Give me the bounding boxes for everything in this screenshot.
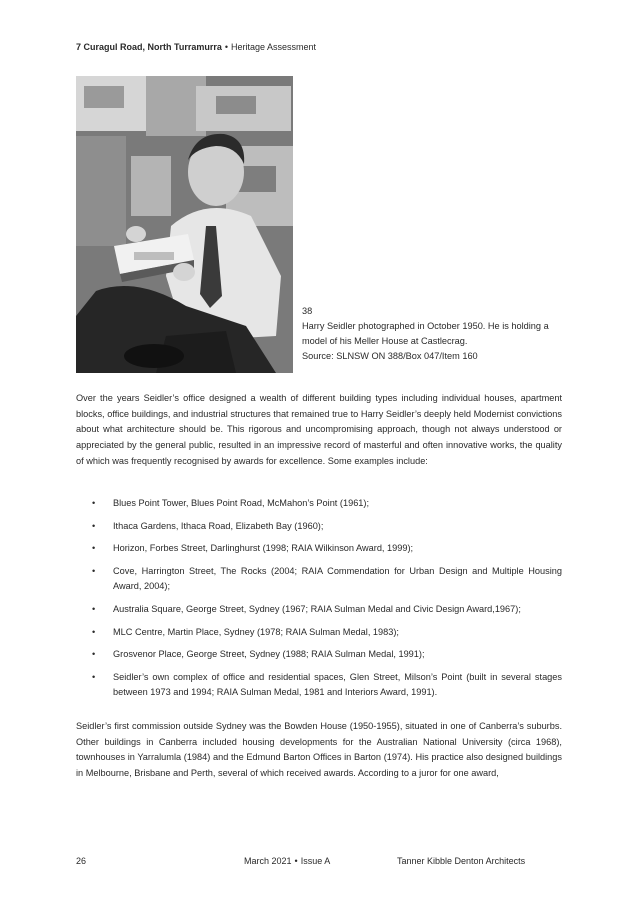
list-item bbox=[76, 625, 562, 640]
company-name: Tanner Kibble Denton Architects bbox=[397, 856, 526, 866]
list-item bbox=[76, 541, 562, 556]
examples-list bbox=[76, 496, 562, 708]
list-item-text: MLC Centre, Martin Place, Sydney (1978; RAIA Sulman Medal, 1983); bbox=[113, 626, 399, 637]
bullet: • bbox=[92, 520, 96, 531]
intro-paragraph: Over the years Seidler’s office designed a wealth of different building types including individual houses, apartment blocks, office buildings, and industrial structures that remained true to Harry Seidler’s deeply held Modernist convictions about what architecture should be. This rigorous and uncompromising approach, though not always understood or appreciated by the general public, resulted in an impressive record of masterful and often innovative works, the quality of which was frequently recognised by awards for excellence. Some examples include: bbox=[76, 393, 562, 466]
figure-caption-text: Harry Seidler photographed in October 1950. He is holding a model of his Meller House at Castlecrag. bbox=[302, 321, 549, 346]
canberra-paragraph: Seidler’s first commission outside Sydney was the Bowden House (1950-1955), situated in one of Canberra’s suburbs. Other buildings in Canberra included housing developments for the Australian National University (circa 1968), townhouses in Yarralumla (1984) and the Edmund Barton Offices in Barton (1974). His practice also designed buildings in Melbourne, Brisbane and Perth, several of which received awards. According to a juror for one award, bbox=[76, 721, 562, 779]
list-item-text: Grosvenor Place, George Street, Sydney (1988; RAIA Sulman Medal, 1991); bbox=[113, 649, 425, 660]
list-item-text: Cove, Harrington Street, The Rocks (2004; RAIA Commendation for Urban Design and Multiple Housing Award, 2004); bbox=[113, 566, 562, 592]
list-item-text: Seidler’s own complex of office and residential spaces, Glen Street, Milson’s Point (built in several stages between 1973 and 1994; RAIA Sulman Medal, 1981 and Interiors Award, 1991). bbox=[113, 672, 562, 698]
list-item-text: Ithaca Gardens, Ithaca Road, Elizabeth Bay (1960); bbox=[113, 520, 324, 531]
issue-label: Issue A bbox=[300, 856, 331, 866]
bullet: • bbox=[92, 543, 96, 554]
bullet: • bbox=[92, 649, 96, 660]
page-footer bbox=[76, 855, 562, 867]
issue-date: March 2021 bbox=[244, 856, 292, 866]
bullet: • bbox=[92, 498, 96, 508]
page-number: 26 bbox=[76, 856, 87, 866]
list-item bbox=[76, 496, 562, 511]
list-item bbox=[76, 602, 562, 617]
footer-separator: • bbox=[294, 856, 298, 866]
list-item-text: Blues Point Tower, Blues Point Road, McMahon’s Point (1961); bbox=[113, 498, 370, 508]
running-header bbox=[76, 41, 316, 53]
figure-number: 38 bbox=[302, 306, 313, 316]
header-separator: • bbox=[224, 42, 229, 52]
document-subtitle: Heritage Assessment bbox=[231, 42, 317, 52]
list-item bbox=[76, 519, 562, 534]
photo-illustration bbox=[76, 76, 293, 373]
issue-info bbox=[244, 855, 330, 867]
list-item bbox=[76, 670, 562, 700]
figure-caption bbox=[302, 304, 562, 364]
list-item-text: Australia Square, George Street, Sydney (1967; RAIA Sulman Medal and Civic Design Award,1967); bbox=[113, 604, 521, 615]
list-item bbox=[76, 564, 562, 594]
list-item-text: Horizon, Forbes Street, Darlinghurst (1998; RAIA Wilkinson Award, 1999); bbox=[113, 543, 414, 554]
bullet: • bbox=[92, 566, 96, 577]
figure-source: Source: SLNSW ON 388/Box 047/Item 160 bbox=[302, 351, 478, 361]
bullet: • bbox=[92, 672, 96, 683]
harry-seidler-photo bbox=[76, 76, 293, 373]
bullet: • bbox=[92, 626, 96, 637]
document-title: 7 Curagul Road, North Turramurra bbox=[76, 42, 222, 52]
bullet: • bbox=[92, 604, 96, 615]
list-item bbox=[76, 647, 562, 662]
